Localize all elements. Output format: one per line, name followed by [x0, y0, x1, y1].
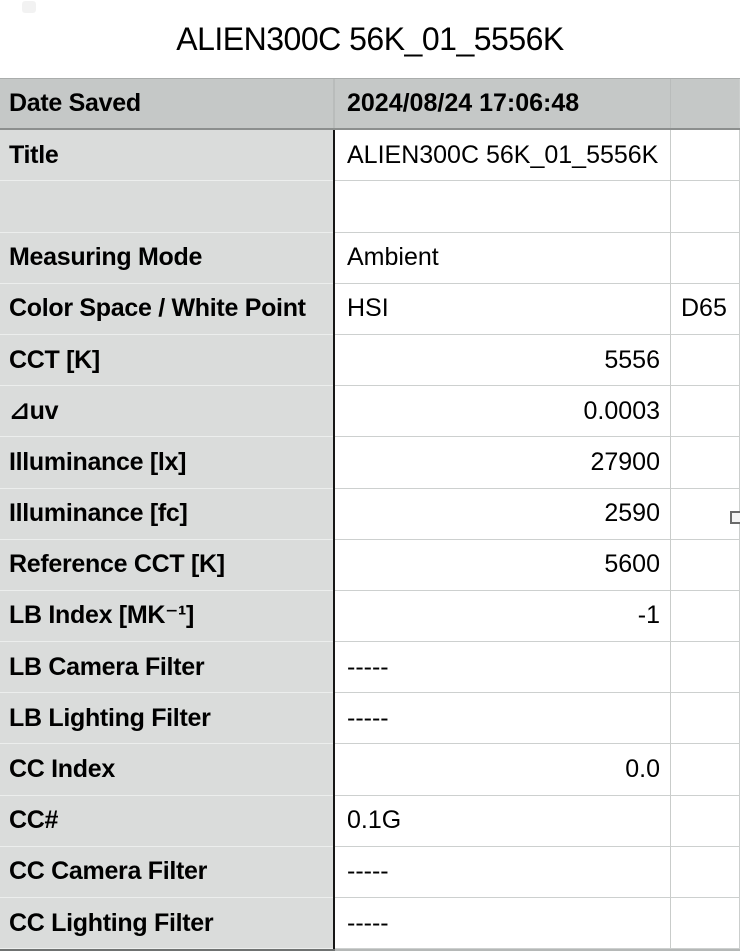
row-extra-lb-index [670, 591, 740, 642]
table-row-date-saved [0, 79, 740, 130]
table-row-color-space [0, 284, 740, 335]
row-label-delta-uv: ⊿uv [0, 386, 333, 437]
row-value-illuminance-fc: 2590 [335, 489, 670, 540]
row-extra-lb-lighting-filter [670, 693, 740, 744]
row-label-title: Title [0, 130, 333, 181]
table-row-measuring-mode [0, 233, 740, 284]
table-row-illuminance-lx [0, 437, 740, 488]
table-row-cct [0, 335, 740, 386]
table-row-illuminance-fc [0, 489, 740, 540]
row-label-cct: CCT [K] [0, 335, 333, 386]
row-value-reference-cct: 5600 [335, 540, 670, 591]
row-value-date-saved: 2024/08/24 17:06:48 [335, 79, 670, 128]
table-row-lb-camera-filter [0, 642, 740, 693]
table-row-title [0, 130, 740, 181]
row-label-measuring-mode: Measuring Mode [0, 233, 333, 284]
row-value-lb-camera-filter: ----- [335, 642, 670, 693]
row-extra-empty [670, 181, 740, 232]
row-extra-date-saved [670, 79, 740, 128]
row-value-illuminance-lx: 27900 [335, 437, 670, 488]
row-value-color-space: HSI [335, 284, 670, 335]
row-label-cc-camera-filter: CC Camera Filter [0, 847, 333, 898]
table-row-cc-number [0, 796, 740, 847]
row-value-delta-uv: 0.0003 [335, 386, 670, 437]
row-label-empty [0, 181, 333, 232]
table-row-cc-lighting-filter [0, 898, 740, 949]
row-value-cc-number: 0.1G [335, 796, 670, 847]
row-label-illuminance-fc: Illuminance [fc] [0, 489, 333, 540]
row-value-lb-lighting-filter: ----- [335, 693, 670, 744]
row-extra-illuminance-lx [670, 437, 740, 488]
row-value-cc-index: 0.0 [335, 744, 670, 795]
row-value-title: ALIEN300C 56K_01_5556K [335, 130, 670, 181]
row-label-cc-number: CC# [0, 796, 333, 847]
row-value-empty [335, 181, 670, 232]
row-extra-delta-uv [670, 386, 740, 437]
table-row-lb-index [0, 591, 740, 642]
page-title: ALIEN300C 56K_01_5556K [176, 20, 564, 57]
row-extra-cc-camera-filter [670, 847, 740, 898]
measurement-table [0, 78, 740, 951]
row-label-date-saved: Date Saved [0, 79, 333, 128]
row-label-lb-lighting-filter: LB Lighting Filter [0, 693, 333, 744]
row-value-cc-camera-filter: ----- [335, 847, 670, 898]
row-extra-cc-lighting-filter [670, 898, 740, 949]
right-edge-handle [730, 511, 740, 524]
row-extra-title [670, 130, 740, 181]
table-row-delta-uv [0, 386, 740, 437]
row-value-measuring-mode: Ambient [335, 233, 670, 284]
table-row-empty [0, 181, 740, 232]
row-extra-cc-index [670, 744, 740, 795]
table-row-reference-cct [0, 540, 740, 591]
row-extra-lb-camera-filter [670, 642, 740, 693]
row-extra-white-point: D65 [670, 284, 740, 335]
row-label-cc-index: CC Index [0, 744, 333, 795]
row-extra-measuring-mode [670, 233, 740, 284]
row-label-reference-cct: Reference CCT [K] [0, 540, 333, 591]
row-label-lb-camera-filter: LB Camera Filter [0, 642, 333, 693]
row-value-cct: 5556 [335, 335, 670, 386]
row-value-cc-lighting-filter: ----- [335, 898, 670, 949]
row-extra-cc-number [670, 796, 740, 847]
table-row-cc-index [0, 744, 740, 795]
row-label-cc-lighting-filter: CC Lighting Filter [0, 898, 333, 949]
row-label-lb-index: LB Index [MK⁻¹] [0, 591, 333, 642]
row-extra-reference-cct [670, 540, 740, 591]
table-row-lb-lighting-filter [0, 693, 740, 744]
table-row-cc-camera-filter [0, 847, 740, 898]
row-extra-cct [670, 335, 740, 386]
row-label-illuminance-lx: Illuminance [lx] [0, 437, 333, 488]
row-value-lb-index: -1 [335, 591, 670, 642]
row-label-color-space: Color Space / White Point [0, 284, 333, 335]
